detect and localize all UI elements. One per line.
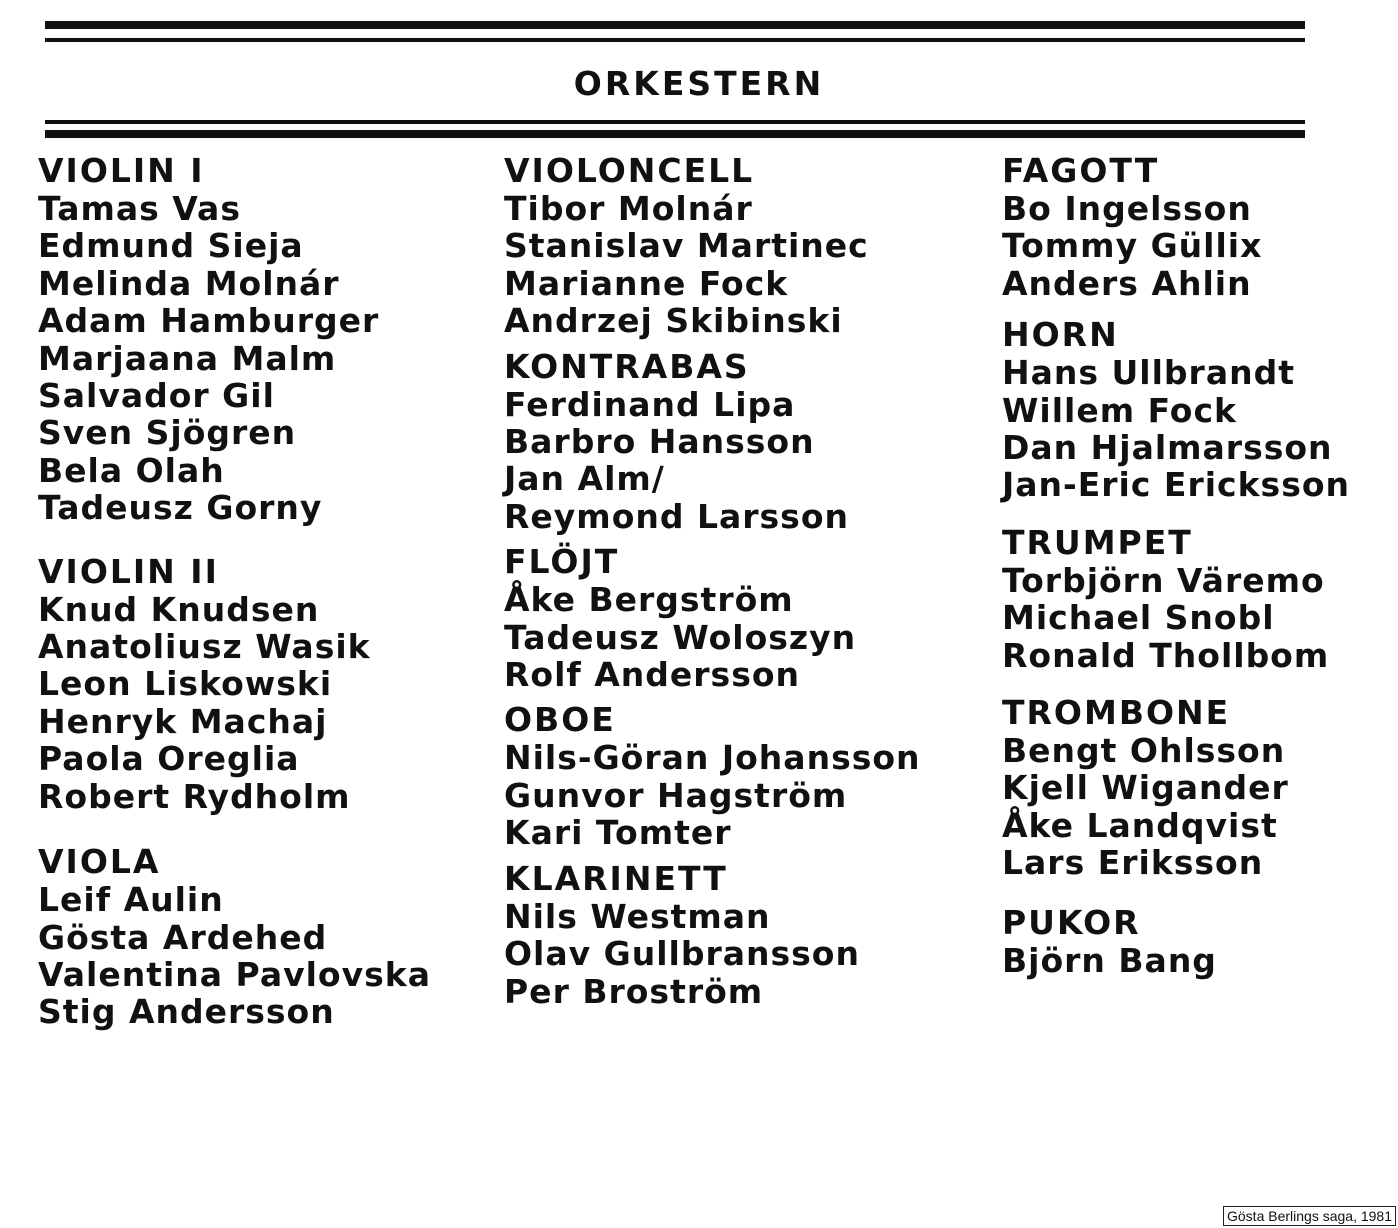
member-name: Hans Ullbrandt bbox=[1002, 353, 1295, 393]
member-name: Torbjörn Väremo bbox=[1002, 560, 1325, 600]
bottom-rule-thin bbox=[45, 120, 1305, 124]
member-name: Gösta Ardehed bbox=[38, 917, 328, 957]
member-name: Tadeusz Gorny bbox=[38, 488, 323, 528]
member-name: Gunvor Hagström bbox=[504, 775, 848, 815]
section-heading: TRUMPET bbox=[1002, 522, 1193, 562]
member-name: Bengt Ohlsson bbox=[1002, 731, 1286, 771]
member-name: Tibor Molnár bbox=[504, 189, 753, 228]
member-name: Leif Aulin bbox=[38, 880, 224, 920]
member-name: Rolf Andersson bbox=[504, 655, 800, 695]
member-name: Anatoliusz Wasik bbox=[38, 627, 371, 667]
member-name: Ronald Thollbom bbox=[1002, 635, 1330, 675]
section-heading: HORN bbox=[1002, 315, 1119, 355]
member-name: Marianne Fock bbox=[504, 263, 789, 303]
page-title: ORKESTERN bbox=[573, 64, 825, 103]
section-heading: VIOLIN I bbox=[38, 151, 205, 190]
member-name: Stig Andersson bbox=[38, 992, 335, 1032]
section-klarinett bbox=[504, 860, 921, 1010]
member-name: Kari Tomter bbox=[504, 813, 732, 853]
section-heading: KONTRABAS bbox=[504, 346, 750, 386]
member-name: Per Broström bbox=[504, 971, 764, 1011]
section-heading: PUKOR bbox=[1002, 902, 1141, 942]
member-name: Sven Sjögren bbox=[38, 413, 297, 453]
member-name: Marjaana Malm bbox=[38, 338, 337, 378]
member-name: Nils Westman bbox=[504, 896, 771, 936]
section-heading: TROMBONE bbox=[1002, 693, 1231, 733]
member-name: Adam Hamburger bbox=[38, 301, 380, 341]
section-heading: KLARINETT bbox=[504, 858, 728, 898]
section-oboe bbox=[504, 701, 921, 851]
member-name: Knud Knudsen bbox=[38, 589, 320, 629]
member-name: Tadeusz Woloszyn bbox=[504, 617, 857, 657]
section-heading: VIOLA bbox=[38, 842, 161, 882]
orchestra-column-3 bbox=[1002, 152, 1350, 979]
member-name: Tommy Güllix bbox=[1002, 226, 1263, 266]
orchestra-column-1 bbox=[38, 152, 431, 1031]
member-name: Stanislav Martinec bbox=[504, 226, 869, 266]
top-rule-thin bbox=[45, 38, 1305, 42]
orchestra-column-2 bbox=[504, 152, 921, 1010]
member-name: Leon Liskowski bbox=[38, 664, 333, 704]
member-name: Paola Oreglia bbox=[38, 739, 300, 779]
section-flöjt bbox=[504, 543, 921, 693]
member-name: Robert Rydholm bbox=[38, 776, 351, 816]
image-caption: Gösta Berlings saga, 1981 bbox=[1223, 1206, 1396, 1226]
member-name: Melinda Molnár bbox=[38, 263, 340, 303]
section-fagott bbox=[1002, 152, 1350, 302]
member-name: Åke Landqvist bbox=[1002, 805, 1278, 845]
section-heading: VIOLONCELL bbox=[504, 151, 755, 190]
member-name: Anders Ahlin bbox=[1002, 263, 1252, 303]
section-viola bbox=[38, 843, 431, 1031]
member-name: Salvador Gil bbox=[38, 376, 275, 416]
member-name: Michael Snobl bbox=[1002, 598, 1275, 638]
member-name: Tamas Vas bbox=[38, 189, 241, 228]
member-name: Jan Alm/ bbox=[504, 459, 665, 499]
member-name: Lars Eriksson bbox=[1002, 843, 1264, 883]
section-trombone bbox=[1002, 694, 1350, 882]
member-name: Valentina Pavlovska bbox=[38, 954, 431, 994]
section-violoncell bbox=[504, 152, 921, 340]
member-name: Olav Gullbransson bbox=[504, 934, 860, 974]
member-name: Willem Fock bbox=[1002, 390, 1237, 430]
member-name: Andrzej Skibinski bbox=[504, 301, 843, 341]
section-heading: VIOLIN II bbox=[38, 551, 219, 591]
member-name: Åke Bergström bbox=[504, 580, 794, 620]
section-horn bbox=[1002, 316, 1350, 504]
member-name: Björn Bang bbox=[1002, 940, 1217, 980]
member-name: Bo Ingelsson bbox=[1002, 189, 1252, 228]
section-violin-i bbox=[38, 152, 431, 527]
member-name: Kjell Wigander bbox=[1002, 768, 1289, 808]
section-violin-ii bbox=[38, 553, 431, 815]
member-name: Edmund Sieja bbox=[38, 226, 304, 266]
bottom-rule-thick bbox=[45, 130, 1305, 138]
section-heading: FLÖJT bbox=[504, 542, 620, 582]
section-heading: FAGOTT bbox=[1002, 151, 1160, 190]
member-name: Dan Hjalmarsson bbox=[1002, 428, 1333, 468]
section-trumpet bbox=[1002, 524, 1350, 674]
top-rule-thick bbox=[45, 21, 1305, 29]
section-pukor bbox=[1002, 904, 1350, 979]
member-name: Jan-Eric Ericksson bbox=[1002, 465, 1350, 505]
member-name: Reymond Larsson bbox=[504, 496, 849, 536]
section-heading: OBOE bbox=[504, 700, 616, 740]
member-name: Ferdinand Lipa bbox=[504, 384, 796, 424]
section-kontrabas bbox=[504, 348, 921, 536]
member-name: Nils-Göran Johansson bbox=[504, 738, 921, 778]
member-name: Barbro Hansson bbox=[504, 422, 815, 462]
member-name: Henryk Machaj bbox=[38, 701, 328, 741]
member-name: Bela Olah bbox=[38, 450, 225, 490]
